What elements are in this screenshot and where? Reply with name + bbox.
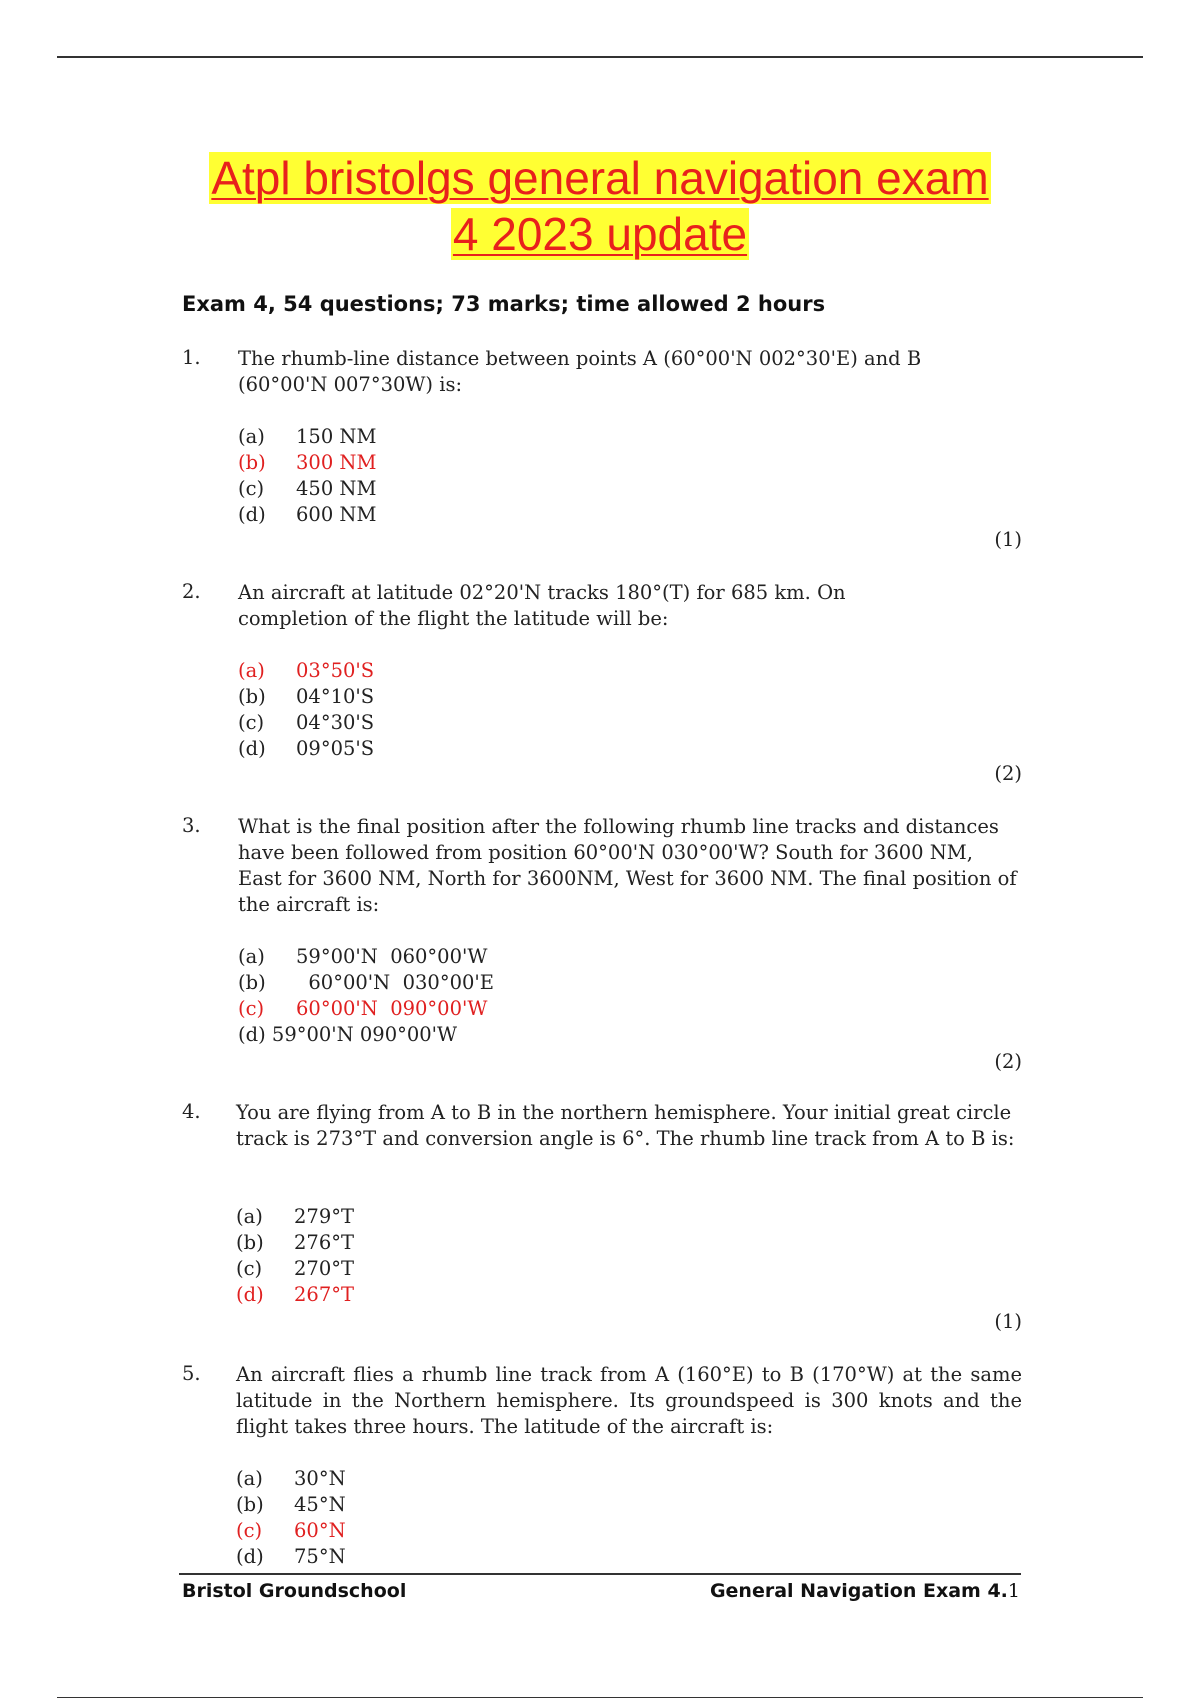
options-list bbox=[236, 1204, 354, 1308]
question-text: You are flying from A to B in the northern hemisphere. Your initial great circle track is 273°T and conversion angle is 6°. The rhumb line track from A to B is: bbox=[236, 1101, 1015, 1150]
footer-rule bbox=[179, 1573, 1021, 1575]
question-number: 1. bbox=[182, 346, 201, 369]
option-b: (b) 04°10'S bbox=[238, 685, 375, 708]
options-list bbox=[236, 1466, 346, 1570]
footer-school-name: Bristol Groundschool bbox=[182, 1580, 407, 1602]
option-c-correct: (c) 60°00'N 090°00'W bbox=[238, 997, 488, 1020]
option-d: (d) 09°05'S bbox=[238, 737, 375, 760]
question-text: An aircraft flies a rhumb line track from A (160°E) to B (170°W) at the same latitude in the Northern hemisphere. Its groundspeed is 300 knots and the flight takes three hours. The latitude of the aircraft is: bbox=[236, 1363, 1022, 1438]
question-text: What is the final position after the following rhumb line tracks and distances have been followed from position 60°00'N 030°00'W? South for 3600 NM, East for 3600 NM, North for 3600NM, West for 3600 NM. The final position of the aircraft is: bbox=[238, 815, 1017, 916]
option-b-correct: (b) 300 NM bbox=[238, 451, 377, 474]
question-marks: (1) bbox=[994, 528, 1022, 551]
question-marks: (1) bbox=[994, 1310, 1022, 1333]
options-list bbox=[238, 424, 376, 528]
footer-exam-label bbox=[710, 1580, 1020, 1602]
option-b: (b) 276°T bbox=[236, 1231, 354, 1254]
question-number: 2. bbox=[182, 580, 201, 603]
option-c: (c) 04°30'S bbox=[238, 711, 375, 734]
question-marks: (2) bbox=[994, 762, 1022, 785]
page-number: 1 bbox=[1007, 1580, 1020, 1602]
option-d-correct: (d) 267°T bbox=[236, 1283, 354, 1306]
option-a: (a) 279°T bbox=[236, 1205, 354, 1228]
exam-info: Exam 4, 54 questions; 73 marks; time allowed 2 hours bbox=[182, 292, 826, 316]
document-title bbox=[0, 150, 1200, 262]
question-text: The rhumb-line distance between points A (60°00'N 002°30'E) and B (60°00'N 007°30W) is: bbox=[238, 347, 922, 396]
footer-exam-title: General Navigation Exam 4. bbox=[709, 1580, 1008, 1602]
question-text: An aircraft at latitude 02°20'N tracks 180°(T) for 685 km. On completion of the flight the latitude will be: bbox=[238, 581, 846, 630]
question-number: 5. bbox=[182, 1362, 201, 1385]
question-marks: (2) bbox=[994, 1050, 1022, 1073]
options-list bbox=[238, 944, 494, 1048]
option-d: (d) 600 NM bbox=[238, 503, 377, 526]
bottom-rule bbox=[57, 1697, 1143, 1698]
option-a: (a) 30°N bbox=[236, 1467, 346, 1490]
option-d: (d) 59°00'N 090°00'W bbox=[238, 1023, 458, 1046]
option-c: (c) 450 NM bbox=[238, 477, 377, 500]
option-b: (b) 60°00'N 030°00'E bbox=[238, 971, 494, 994]
title-line-1: Atpl bristolgs general navigation exam bbox=[211, 152, 989, 204]
title-line-2: 4 2023 update bbox=[452, 208, 748, 260]
option-a: (a) 150 NM bbox=[238, 425, 377, 448]
option-c-correct: (c) 60°N bbox=[236, 1519, 346, 1542]
option-d: (d) 75°N bbox=[236, 1545, 346, 1568]
options-list bbox=[238, 658, 374, 762]
option-b: (b) 45°N bbox=[236, 1493, 346, 1516]
question-number: 4. bbox=[182, 1100, 201, 1123]
top-rule bbox=[57, 56, 1143, 58]
option-c: (c) 270°T bbox=[236, 1257, 354, 1280]
question-number: 3. bbox=[182, 814, 201, 837]
option-a: (a) 59°00'N 060°00'W bbox=[238, 945, 488, 968]
option-a-correct: (a) 03°50'S bbox=[238, 659, 375, 682]
